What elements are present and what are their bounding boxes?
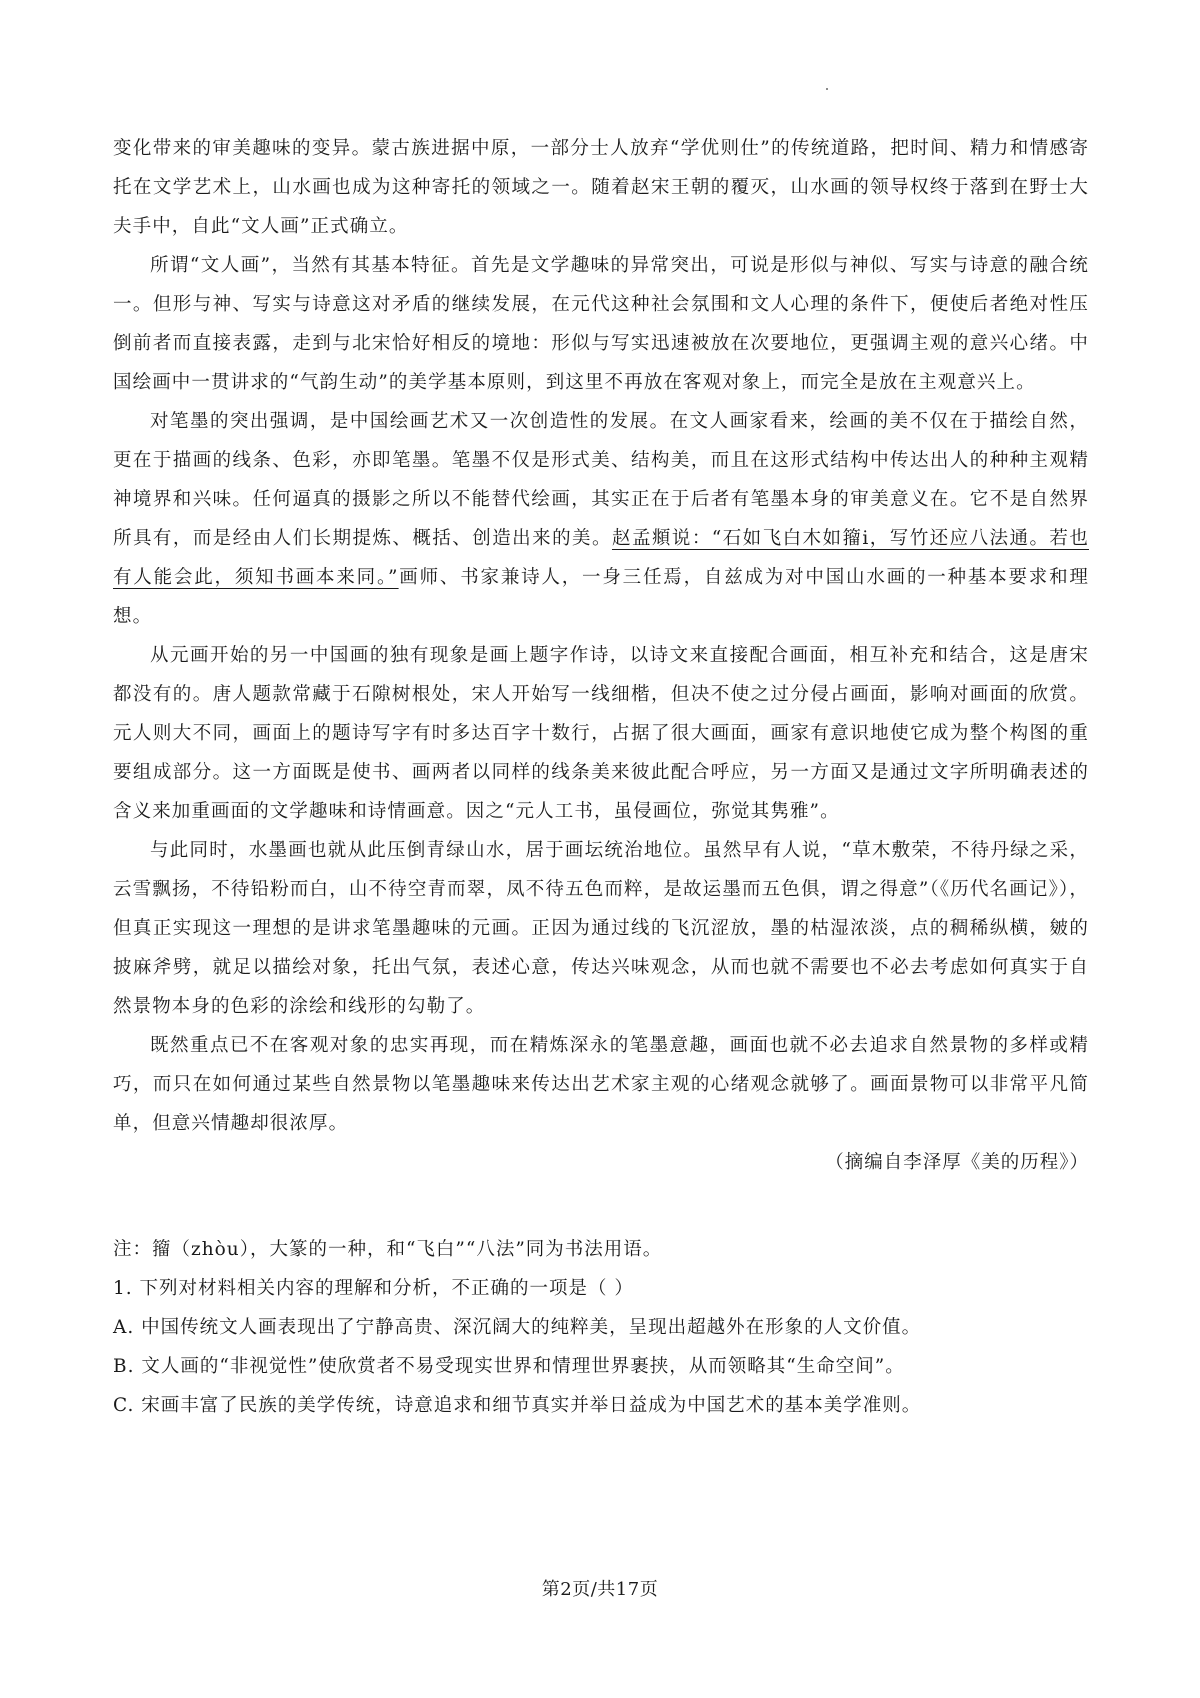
paragraph-text: 从元画开始的另一中国画的独有现象是画上题字作诗，以诗文来直接配合画面，相互补充和结合，这是唐宋都没有的。唐人题款常藏于石隙树根处，宋人开始写一线细楷，但决不使之过分侵占画面，影响对画面的欣赏。元人则大不同，画面上的题诗写字有时多达百字十数行，占据了很大画面，画家有意识地使它成为整个构图的重要组成部分。这一方面既是使书、画两者以同样的线条美来彼此配合呼应，另一方面又是通过文字所明确表述的含义来加重画面的文学趣味和诗情画意。因之“元人工书，虽侵画位，弥觉其隽雅”。 [113,645,1089,822]
paragraph-p2 [113,246,1089,402]
paragraph-p5 [113,831,1089,1026]
paragraph-p1 [113,129,1089,246]
paragraph-text: 变化带来的审美趣味的变异。蒙古族进据中原，一部分士人放弃“学优则仕”的传统道路，把时间、精力和情感寄托在文学艺术上，山水画也成为这种寄托的领域之一。随着赵宋王朝的覆灭，山水画的领导权终于落到在野士大夫手中，自此“文人画”正式确立。 [113,138,1089,237]
footnote: 注：籀（zhòu），大篆的一种，和“飞白”“八法”同为书法用语。 [113,1239,663,1260]
page-number: 第2页/共17页 [541,1579,659,1600]
scan-speck [826,88,828,90]
paragraph-text: 画师、书家兼诗人，一身三任焉，自兹成为对中国山水画的一种基本要求和理想。 [113,567,1089,627]
question-stem: 1. 下列对材料相关内容的理解和分析，不正确的一项是（ ） [113,1278,634,1299]
note-and-question [113,1230,1089,1425]
option-b: B. 文人画的“非视觉性”使欣赏者不易受现实世界和情理世界裹挟，从而领略其“生命空间”。 [113,1356,905,1377]
paragraph-text: 对笔墨的突出强调，是中国绘画艺术又一次创造性的发展。在文人画家看来，绘画的美不仅在于描绘自然，更在于描画的线条、色彩，亦即笔墨。笔墨不仅是形式美、结构美，而且在这形式结构中传达出人的种种主观精神境界和兴味。任何逼真的摄影之所以不能替代绘画，其实正在于后者有笔墨本身的审美意义在。它不是自然界所具有，而是经由人们长期提炼、概括、创造出来的美。 [113,411,1089,549]
option-c: C. 宋画丰富了民族的美学传统，诗意追求和细节真实并举日益成为中国艺术的基本美学准则。 [113,1395,922,1416]
paragraph-p4 [113,636,1089,831]
paragraph-p6 [113,1026,1089,1143]
paragraph-p3 [113,402,1089,636]
option-a: A. 中国传统文人画表现出了宁静高贵、深沉阔大的纯粹美，呈现出超越外在形象的人文价值。 [113,1317,922,1338]
paragraph-list [113,129,1089,1143]
article-body [113,129,1089,1182]
paragraph-text: 所谓“文人画”，当然有其基本特征。首先是文学趣味的异常突出，可说是形似与神似、写实与诗意的融合统一。但形与神、写实与诗意这对矛盾的继续发展，在元代这种社会氛围和文人心理的条件下，便使后者绝对性压倒前者而直接表露，走到与北宋恰好相反的境地：形似与写实迅速被放在次要地位，更强调主观的意兴心绪。中国绘画中一贯讲求的“气韵生动”的美学基本原则，到这里不再放在客观对象上，而完全是放在主观意兴上。 [113,255,1089,393]
paragraph-text: 既然重点已不在客观对象的忠实再现，而在精炼深永的笔墨意趣，画面也就不必去追求自然景物的多样或精巧，而只在如何通过某些自然景物以笔墨趣味来传达出艺术家主观的心绪观念就够了。画面景物可以非常平凡简单，但意兴情趣却很浓厚。 [113,1035,1089,1134]
source-citation: （摘编自李泽厚《美的历程》） [825,1152,1089,1173]
paragraph-text: 与此同时，水墨画也就从此压倒青绿山水，居于画坛统治地位。虽然早有人说，“草木敷荣，不待丹绿之采，云雪飘扬，不待铅粉而白，山不待空青而翠，凤不待五色而粹，是故运墨而五色俱，谓之得意”（《历代名画记》），但真正实现这一理想的是讲求笔墨趣味的元画。正因为通过线的飞沉涩放，墨的枯湿浓淡，点的稠稀纵横，皴的披麻斧劈，就足以描绘对象，托出气氛，表述心意，传达兴味观念，从而也就不需要也不必去考虑如何真实于自然景物本身的色彩的涂绘和线形的勾勒了。 [113,840,1089,1017]
underlined-quote: 赵孟頫说：“石如飞白木如籀ⅰ，写竹还应八法通。若也有人能会此，须知书画本来同。” [113,528,1089,588]
